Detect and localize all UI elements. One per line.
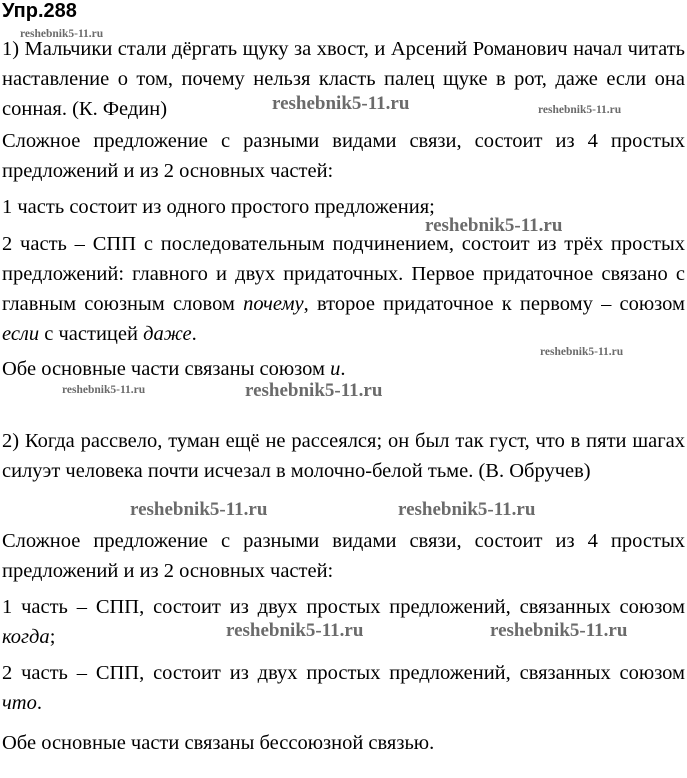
conjunction-i: и [330, 358, 341, 380]
watermark: reshebnik5-11.ru [538, 104, 622, 116]
example-2-part-2: 2 часть – СПП, состоит из двух простых предложений, связанных союзом что. [2, 662, 685, 714]
particle-dazhe: даже [143, 323, 192, 345]
example-1-summary: Сложное предложение с разными видами связи, состоит из 4 простых предложений и из 2 основных частей: [2, 130, 685, 182]
watermark: reshebnik5-11.ru [490, 620, 628, 641]
example-2-link: Обе основные части связаны бессоюзной связью. [2, 732, 435, 754]
conjunctive-word-pochemu: почему [243, 293, 304, 315]
example-1-text: 1) Мальчики стали дёргать щуку за хвост, и Арсений Романович начал читать наставление о том, почему нельзя класть палец щуке в рот, даже если она сонная. (К. Федин) [2, 38, 685, 120]
watermark: reshebnik5-11.ru [425, 215, 563, 236]
watermark: reshebnik5-11.ru [540, 346, 624, 358]
example-1-part-1: 1 часть состоит из одного простого предложения; [2, 196, 435, 218]
example-1-part-2: 2 часть – СПП с последовательным подчинением, состоит из трёх простых предложений: главного и двух придаточных. Первое придаточное связано с главным союзным словом почему, второе придаточное к первому – союзом если с частицей даже. [2, 233, 685, 345]
watermark: reshebnik5-11.ru [62, 384, 146, 396]
example-1-sentence [2, 34, 685, 124]
exercise-heading: Упр.288 [2, 0, 77, 22]
watermark: reshebnik5-11.ru [130, 499, 268, 520]
conjunction-esli: если [2, 323, 40, 345]
example-1-link: Обе основные части связаны союзом и. [2, 358, 346, 380]
watermark: reshebnik5-11.ru [245, 380, 383, 401]
watermark: reshebnik5-11.ru [226, 620, 364, 641]
watermark: reshebnik5-11.ru [20, 28, 104, 40]
conjunction-kogda: когда [2, 626, 50, 648]
conjunction-chto: что [2, 692, 37, 714]
watermark: reshebnik5-11.ru [398, 499, 536, 520]
watermark: reshebnik5-11.ru [272, 93, 410, 114]
example-2-part-1: 1 часть – СПП, состоит из двух простых предложений, связанных союзом когда; [2, 596, 685, 648]
example-2-sentence: 2) Когда рассвело, туман ещё не рассеялся; он был так густ, что в пяти шагах силуэт человека почти исчезал в молочно-белой тьме. (В. Обручев) [2, 430, 685, 482]
example-2-summary: Сложное предложение с разными видами связи, состоит из 4 простых предложений и из 2 основных частей: [2, 530, 685, 582]
